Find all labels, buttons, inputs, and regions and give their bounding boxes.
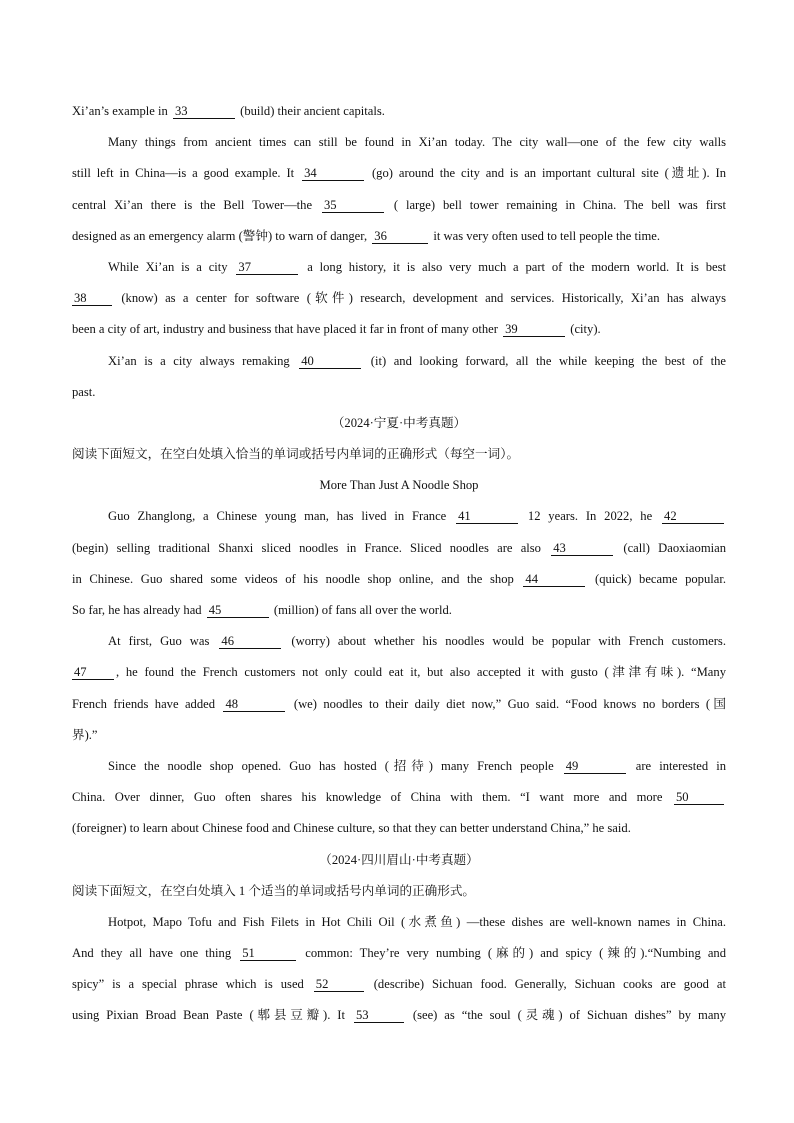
text-segment: (we) noodles to their daily diet now,” Guo said. “Food knows no borders (国 <box>287 696 726 711</box>
text-segment: China. Over dinner, Guo often shares his knowledge of China with them. “I want more and more <box>72 790 672 805</box>
text-line <box>72 782 726 813</box>
text-segment: Xi’an’s example in <box>72 104 171 118</box>
text-segment: (it) and looking forward, all the while keeping the best of the <box>363 353 726 368</box>
answer-blank-33[interactable]: 33 <box>173 104 235 119</box>
text-segment: , he found the French customers not only could eat it, but also accepted it with gusto (津津有味). “Many <box>116 665 726 680</box>
paragraph-p8 <box>72 907 726 1032</box>
paragraph-p1 <box>72 96 726 127</box>
answer-blank-53[interactable]: 53 <box>354 1008 404 1023</box>
paragraph-inst1 <box>72 439 726 470</box>
text-segment: 阅读下面短文，在空白处填入恰当的单词或括号内单词的正确形式（每空一词）。 <box>72 447 520 462</box>
text-line <box>72 283 726 314</box>
text-segment: So far, he has already had <box>72 603 205 617</box>
text-segment: in Chinese. Guo shared some videos of his noodle shop online, and the shop <box>72 571 522 586</box>
text-line <box>72 657 726 688</box>
answer-blank-38[interactable]: 38 <box>72 291 112 306</box>
text-segment: （2024·宁夏·中考真题） <box>331 415 467 430</box>
text-line <box>72 190 726 221</box>
text-line <box>72 876 726 907</box>
answer-blank-34[interactable]: 34 <box>302 166 364 181</box>
text-line <box>72 751 726 782</box>
text-segment: French friends have added <box>72 696 222 711</box>
answer-blank-48[interactable]: 48 <box>223 697 285 712</box>
text-line <box>72 408 726 439</box>
text-line <box>72 595 726 626</box>
answer-blank-43[interactable]: 43 <box>551 541 613 556</box>
text-segment: (know) as a center for software (软件) research, development and services. Historically, Xi’an has always <box>114 291 726 306</box>
text-segment: been a city of art, industry and business that have placed it far in front of many other <box>72 322 502 337</box>
text-segment: 12 years. In 2022, he <box>520 509 661 524</box>
answer-blank-49[interactable]: 49 <box>564 759 626 774</box>
paragraph-p7 <box>72 751 726 845</box>
text-segment: a long history, it is also very much a part of the modern world. It is best <box>300 259 726 274</box>
text-line <box>72 813 726 844</box>
text-line <box>72 564 726 595</box>
answer-blank-39[interactable]: 39 <box>503 322 565 337</box>
answer-blank-51[interactable]: 51 <box>240 946 296 961</box>
text-line <box>72 127 726 158</box>
document-page <box>72 96 726 1032</box>
paragraph-p4 <box>72 346 726 408</box>
text-line <box>72 938 726 969</box>
text-line <box>72 96 726 127</box>
answer-blank-46[interactable]: 46 <box>219 634 281 649</box>
text-segment: (worry) about whether his noodles would be popular with French customers. <box>283 634 726 649</box>
text-segment: And they all have one thing <box>72 946 239 961</box>
text-line <box>72 626 726 657</box>
text-line <box>72 533 726 564</box>
text-segment: ( large) bell tower remaining in China. The bell was first <box>385 197 726 212</box>
answer-blank-42[interactable]: 42 <box>662 509 724 524</box>
text-line <box>72 221 726 252</box>
text-segment: spicy” is a special phrase which is used <box>72 977 312 992</box>
text-segment: (begin) selling traditional Shanxi sliced noodles in France. Sliced noodles are also <box>72 540 550 555</box>
text-segment: (call) Daoxiaomian <box>615 540 726 555</box>
text-segment: Since the noodle shop opened. Guo has hosted (招待) many French people <box>108 758 562 773</box>
answer-blank-45[interactable]: 45 <box>207 603 269 618</box>
answer-blank-36[interactable]: 36 <box>372 229 428 244</box>
text-segment: common: They’re very numbing (麻的) and spicy (辣的).“Numbing and <box>298 946 726 961</box>
text-segment: 阅读下面短文，在空白处填入 1 个适当的单词或括号内单词的正确形式。 <box>72 883 475 898</box>
paragraph-p2 <box>72 127 726 252</box>
paragraph-inst2 <box>72 876 726 907</box>
paragraph-p6 <box>72 626 726 751</box>
text-segment: Hotpot, Mapo Tofu and Fish Filets in Hot Chili Oil (水煮鱼) —these dishes are well-known names in China. <box>108 914 726 929</box>
text-line <box>72 689 726 720</box>
text-segment: Many things from ancient times can still be found in Xi’an today. The city wall—one of the few city walls <box>108 135 726 150</box>
text-segment: More Than Just A Noodle Shop <box>319 478 479 493</box>
text-line <box>72 346 726 377</box>
text-segment: Guo Zhanglong, a Chinese young man, has lived in France <box>108 509 455 524</box>
text-segment: using Pixian Broad Bean Paste (郫县豆瓣). It <box>72 1008 352 1023</box>
text-segment: (quick) became popular. <box>587 571 726 586</box>
answer-blank-41[interactable]: 41 <box>456 509 518 524</box>
paragraph-title2 <box>72 470 726 501</box>
text-segment: designed as an emergency alarm (警钟) to warn of danger, <box>72 228 371 243</box>
text-segment: (go) around the city and is an important cultural site (遗址). In <box>366 166 726 181</box>
text-segment: (see) as “the soul (灵魂) of Sichuan dishes” by many <box>405 1008 726 1023</box>
text-segment: While Xi’an is a city <box>108 259 235 274</box>
text-segment: are interested in <box>627 758 726 773</box>
answer-blank-44[interactable]: 44 <box>523 572 585 587</box>
text-line <box>72 252 726 283</box>
text-line <box>72 969 726 1000</box>
paragraph-p5 <box>72 501 726 626</box>
text-segment: it was very often used to tell people the time. <box>430 228 661 243</box>
text-line <box>72 501 726 532</box>
text-segment: central Xi’an there is the Bell Tower—the <box>72 197 320 212</box>
answer-blank-52[interactable]: 52 <box>314 977 364 992</box>
text-segment: (foreigner) to learn about Chinese food and Chinese culture, so that they can better understand China,” he said. <box>72 821 631 836</box>
answer-blank-35[interactable]: 35 <box>322 198 384 213</box>
paragraph-p3 <box>72 252 726 346</box>
paragraph-src1 <box>72 408 726 439</box>
answer-blank-40[interactable]: 40 <box>299 354 361 369</box>
text-line <box>72 314 726 345</box>
text-segment: At first, Guo was <box>108 634 218 649</box>
text-line <box>72 1000 726 1031</box>
text-segment: （2024·四川眉山·中考真题） <box>319 852 479 867</box>
text-segment: (million) of fans all over the world. <box>270 603 452 617</box>
paragraph-src2 <box>72 845 726 876</box>
text-segment: 界).” <box>72 727 98 742</box>
text-segment: (describe) Sichuan food. Generally, Sichuan cooks are good at <box>365 977 726 992</box>
text-segment: (build) their ancient capitals. <box>236 104 385 118</box>
text-line <box>72 377 726 408</box>
text-segment: (city). <box>567 322 601 337</box>
text-segment: past. <box>72 384 96 399</box>
text-line <box>72 439 726 470</box>
answer-blank-50[interactable]: 50 <box>674 790 724 805</box>
text-segment: Xi’an is a city always remaking <box>108 353 298 368</box>
text-line <box>72 470 726 501</box>
text-line <box>72 845 726 876</box>
answer-blank-47[interactable]: 47 <box>72 665 114 680</box>
text-line <box>72 907 726 938</box>
text-line <box>72 720 726 751</box>
text-segment: still left in China—is a good example. It <box>72 166 301 181</box>
answer-blank-37[interactable]: 37 <box>236 260 298 275</box>
text-line <box>72 158 726 189</box>
